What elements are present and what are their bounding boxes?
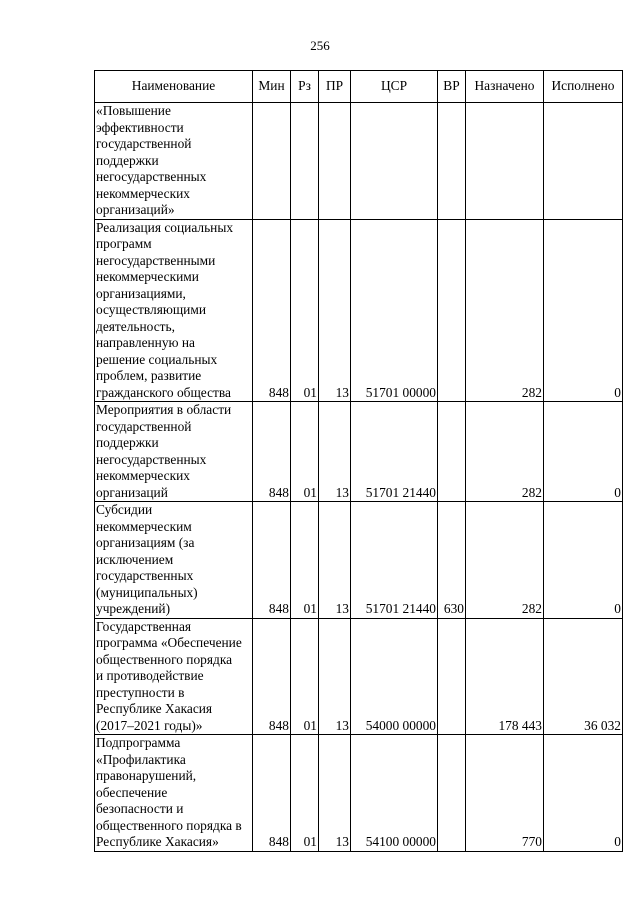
csr-cell: 51701 21440 xyxy=(351,402,438,502)
pr-cell: 13 xyxy=(319,402,351,502)
name-line: государственной xyxy=(96,136,192,151)
name-line: гражданского общества xyxy=(96,384,231,400)
name-line: Подпрограмма xyxy=(96,735,181,750)
csr-cell: 51701 00000 xyxy=(351,219,438,402)
name-line: организаций» xyxy=(96,202,175,217)
assigned-cell: 770 xyxy=(466,735,544,852)
name-line: общественного порядка в xyxy=(96,817,242,833)
pr-cell xyxy=(319,103,351,220)
executed-cell: 0 xyxy=(544,502,623,619)
name-line: государственной xyxy=(96,418,192,434)
name-line: некоммерческими xyxy=(96,269,199,284)
assigned-cell: 282 xyxy=(466,219,544,402)
table-row xyxy=(95,103,623,220)
header-csr: ЦСР xyxy=(351,71,438,103)
vr-cell xyxy=(438,402,466,502)
name-line: направленную на xyxy=(96,335,195,350)
name-line: безопасности и xyxy=(96,801,184,816)
name-line: эффективности xyxy=(96,119,184,135)
name-line: организаций xyxy=(96,484,168,500)
assigned-cell xyxy=(466,103,544,220)
csr-cell: 54100 00000 xyxy=(351,735,438,852)
name-line: некоммерческих xyxy=(96,185,190,201)
pr-cell: 13 xyxy=(319,219,351,402)
name-line: обеспечение xyxy=(96,784,168,800)
name-line: Государственная xyxy=(96,618,192,634)
table-row xyxy=(95,502,623,619)
executed-cell xyxy=(544,103,623,220)
csr-cell xyxy=(351,103,438,220)
rz-cell: 01 xyxy=(291,618,319,735)
name-line: Реализация социальных xyxy=(96,219,234,235)
name-line: некоммерческих xyxy=(96,468,190,483)
header-executed: Исполнено xyxy=(544,71,623,103)
header-min: Мин xyxy=(253,71,291,103)
name-line: осуществляющими xyxy=(96,302,206,317)
name-line: программа «Обеспечение xyxy=(96,635,242,650)
csr-cell: 51701 21440 xyxy=(351,502,438,619)
assigned-cell: 282 xyxy=(466,402,544,502)
name-line: правонарушений, xyxy=(96,768,197,783)
name-line: общественного порядка xyxy=(96,651,233,667)
executed-cell: 0 xyxy=(544,402,623,502)
name-line: поддержки xyxy=(96,152,159,168)
name-line: Республике Хакасия xyxy=(96,701,213,716)
rz-cell: 01 xyxy=(291,402,319,502)
name-line: некоммерческим xyxy=(96,518,192,534)
vr-cell xyxy=(438,735,466,852)
name-line: Республике Хакасия» xyxy=(96,834,219,849)
header-pr: ПР xyxy=(319,71,351,103)
page-number: 256 xyxy=(310,38,330,53)
executed-cell: 0 xyxy=(544,219,623,402)
name-line: Мероприятия в области xyxy=(96,402,232,417)
name-line: негосударственных xyxy=(96,169,207,184)
vr-cell xyxy=(438,219,466,402)
vr-cell: 630 xyxy=(438,502,466,619)
name-line: «Профилактика xyxy=(96,751,186,767)
executed-cell: 0 xyxy=(544,735,623,852)
table-row xyxy=(95,219,623,402)
row-name-cell xyxy=(95,502,253,619)
vr-cell xyxy=(438,618,466,735)
header-assigned: Назначено xyxy=(466,71,544,103)
csr-cell: 54000 00000 xyxy=(351,618,438,735)
min-cell: 848 xyxy=(253,735,291,852)
rz-cell: 01 xyxy=(291,219,319,402)
name-line: проблем, развитие xyxy=(96,368,202,383)
min-cell: 848 xyxy=(253,618,291,735)
header-vr: ВР xyxy=(438,71,466,103)
table-header-row xyxy=(95,71,623,103)
row-name-cell xyxy=(95,735,253,852)
assigned-cell: 178 443 xyxy=(466,618,544,735)
table-row xyxy=(95,402,623,502)
name-line: «Повышение xyxy=(96,103,171,118)
name-line: исключением xyxy=(96,551,174,567)
row-name-cell xyxy=(95,219,253,402)
name-line: Субсидии xyxy=(96,502,153,517)
name-line: поддержки xyxy=(96,435,159,450)
vr-cell xyxy=(438,103,466,220)
name-line: (2017–2021 годы)» xyxy=(96,717,203,733)
pr-cell: 13 xyxy=(319,618,351,735)
name-line: организациями, xyxy=(96,285,186,301)
row-name-cell xyxy=(95,103,253,220)
pr-cell: 13 xyxy=(319,502,351,619)
header-name: Наименование xyxy=(95,71,253,103)
min-cell: 848 xyxy=(253,402,291,502)
name-line: программ xyxy=(96,236,152,251)
table-row xyxy=(95,618,623,735)
row-name-cell xyxy=(95,402,253,502)
min-cell: 848 xyxy=(253,502,291,619)
name-line: преступности в xyxy=(96,684,185,700)
name-line: негосударственных xyxy=(96,451,207,467)
row-name-cell xyxy=(95,618,253,735)
budget-table xyxy=(94,70,623,852)
rz-cell: 01 xyxy=(291,735,319,852)
min-cell: 848 xyxy=(253,219,291,402)
name-line: негосударственными xyxy=(96,252,216,268)
rz-cell xyxy=(291,103,319,220)
pr-cell: 13 xyxy=(319,735,351,852)
name-line: деятельность, xyxy=(96,318,175,334)
rz-cell: 01 xyxy=(291,502,319,619)
executed-cell: 36 032 xyxy=(544,618,623,735)
name-line: учреждений) xyxy=(96,601,171,616)
name-line: (муниципальных) xyxy=(96,584,198,600)
name-line: организациям (за xyxy=(96,535,195,550)
min-cell xyxy=(253,103,291,220)
assigned-cell: 282 xyxy=(466,502,544,619)
header-rz: Рз xyxy=(291,71,319,103)
table-row xyxy=(95,735,623,852)
name-line: решение социальных xyxy=(96,351,218,367)
name-line: и противодействие xyxy=(96,668,204,683)
name-line: государственных xyxy=(96,568,194,583)
